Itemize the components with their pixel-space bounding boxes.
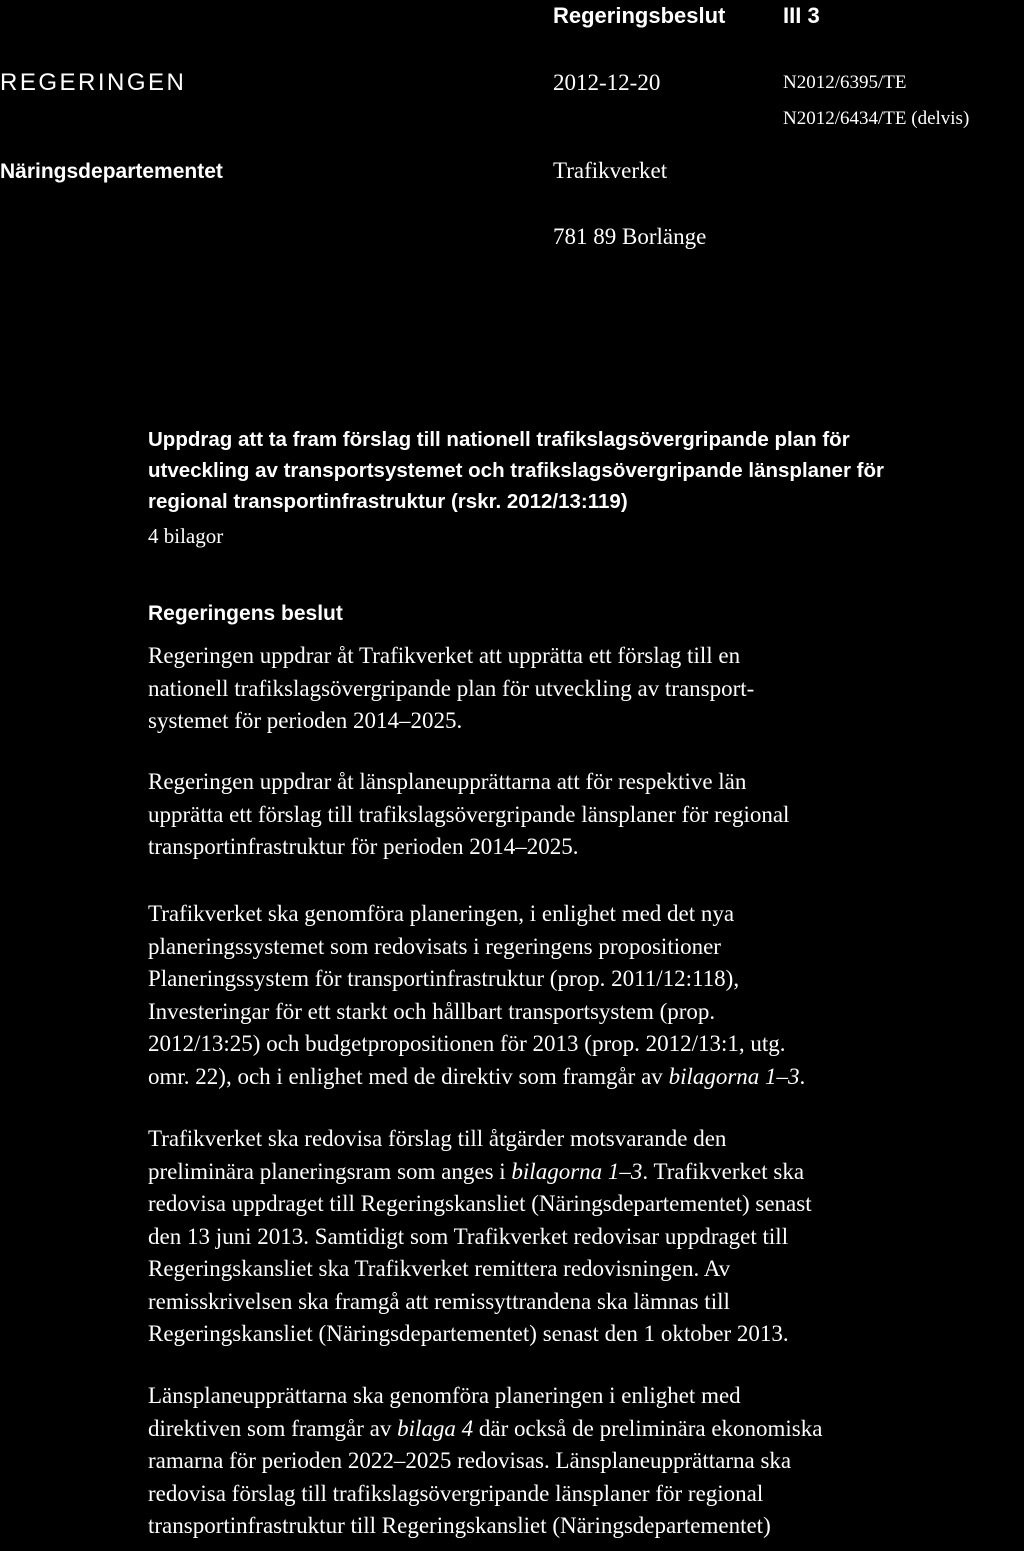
paragraph-line: Regeringskansliet ska Trafikverket remittera redovisningen. Av [148, 1256, 731, 1281]
attachments-note: 4 bilagor [148, 524, 224, 548]
paragraph-line: transportinfrastruktur för perioden 2014–2025. [148, 834, 579, 859]
org-name: REGERINGEN [0, 69, 187, 96]
paragraph-line: omr. 22), och i enlighet med de direktiv som framgår av bilagorna 1–3. [148, 1063, 806, 1089]
paragraph-line: planeringssystemet som redovisats i regeringens propositioner [148, 933, 721, 959]
paragraph-4 [148, 1123, 968, 1351]
section-heading: Regeringens beslut [148, 602, 343, 625]
department-name: Näringsdepartementet [0, 160, 223, 183]
paragraph-line: den 13 juni 2013. Samtidigt som Trafikverket redovisar uppdraget till [148, 1223, 789, 1249]
paragraph-line: preliminära planeringsram som anges i bilagorna 1–3. Trafikverket ska [148, 1158, 805, 1184]
paragraph-line: Investeringar för ett starkt och hållbart transportsystem (prop. [148, 998, 716, 1024]
paragraph-line: transportinfrastruktur till Regeringskansliet (Näringsdepartementet) [148, 1513, 771, 1538]
case-number-2: N2012/6434/TE (delvis) [783, 108, 970, 129]
decision-date: 2012-12-20 [553, 70, 661, 95]
paragraph-line: Regeringskansliet (Näringsdepartementet) senast den 1 oktober 2013. [148, 1321, 789, 1346]
doc-type-label: Regeringsbeslut [553, 3, 726, 28]
case-number-1: N2012/6395/TE [783, 72, 907, 93]
paragraph-line: Trafikverket ska redovisa förslag till åtgärder motsvarande den [148, 1126, 727, 1151]
paragraph-line: Länsplaneupprättarna ska genomföra planeringen i enlighet med [148, 1383, 741, 1408]
paragraph-line: ramarna för perioden 2022–2025 redovisas. Länsplaneupprättarna ska [148, 1448, 792, 1473]
paragraph-line: direktiven som framgår av bilaga 4 där också de preliminära ekonomiska [148, 1415, 823, 1441]
paragraph-line: Regeringen uppdrar åt Trafikverket att upprätta ett förslag till en [148, 643, 741, 668]
subject-line: regional transportinfrastruktur (rskr. 2012/13:119) [148, 490, 628, 513]
paragraph-line: redovisa förslag till trafikslagsövergripande länsplaner för regional [148, 1480, 764, 1506]
subject-line: Uppdrag att ta fram förslag till nationell trafikslagsövergripande plan för [148, 428, 850, 451]
paragraph-line: redovisa uppdraget till Regeringskansliet (Näringsdepartementet) senast [148, 1191, 812, 1216]
paragraph-line: 2012/13:25) och budgetpropositionen för 2013 (prop. 2012/13:1, utg. [148, 1031, 786, 1056]
paragraph-1 [148, 640, 968, 738]
paragraph-line: Regeringen uppdrar åt länsplaneupprättarna att för respektive län [148, 769, 747, 794]
subject-line: utveckling av transportsystemet och trafikslagsövergripande länsplaner för [148, 459, 884, 482]
paragraph-line: Planeringssystem för transportinfrastruktur (prop. 2011/12:118), [148, 966, 740, 991]
subject-title [148, 424, 948, 517]
recipient-name: Trafikverket [553, 158, 668, 183]
paragraph-2 [148, 766, 968, 864]
paragraph-line: nationell trafikslagsövergripande plan för utveckling av transport- [148, 675, 755, 701]
paragraph-line: Trafikverket ska genomföra planeringen, i enlighet med det nya [148, 901, 735, 926]
paragraph-3 [148, 898, 968, 1093]
item-number: III 3 [783, 3, 820, 28]
paragraph-line: remisskrivelsen ska framgå att remissyttrandena ska lämnas till [148, 1288, 730, 1314]
recipient-address: 781 89 Borlänge [553, 224, 707, 249]
paragraph-5 [148, 1380, 968, 1543]
paragraph-line: upprätta ett förslag till trafikslagsövergripande länsplaner för regional [148, 801, 790, 827]
paragraph-line: systemet för perioden 2014–2025. [148, 708, 463, 733]
